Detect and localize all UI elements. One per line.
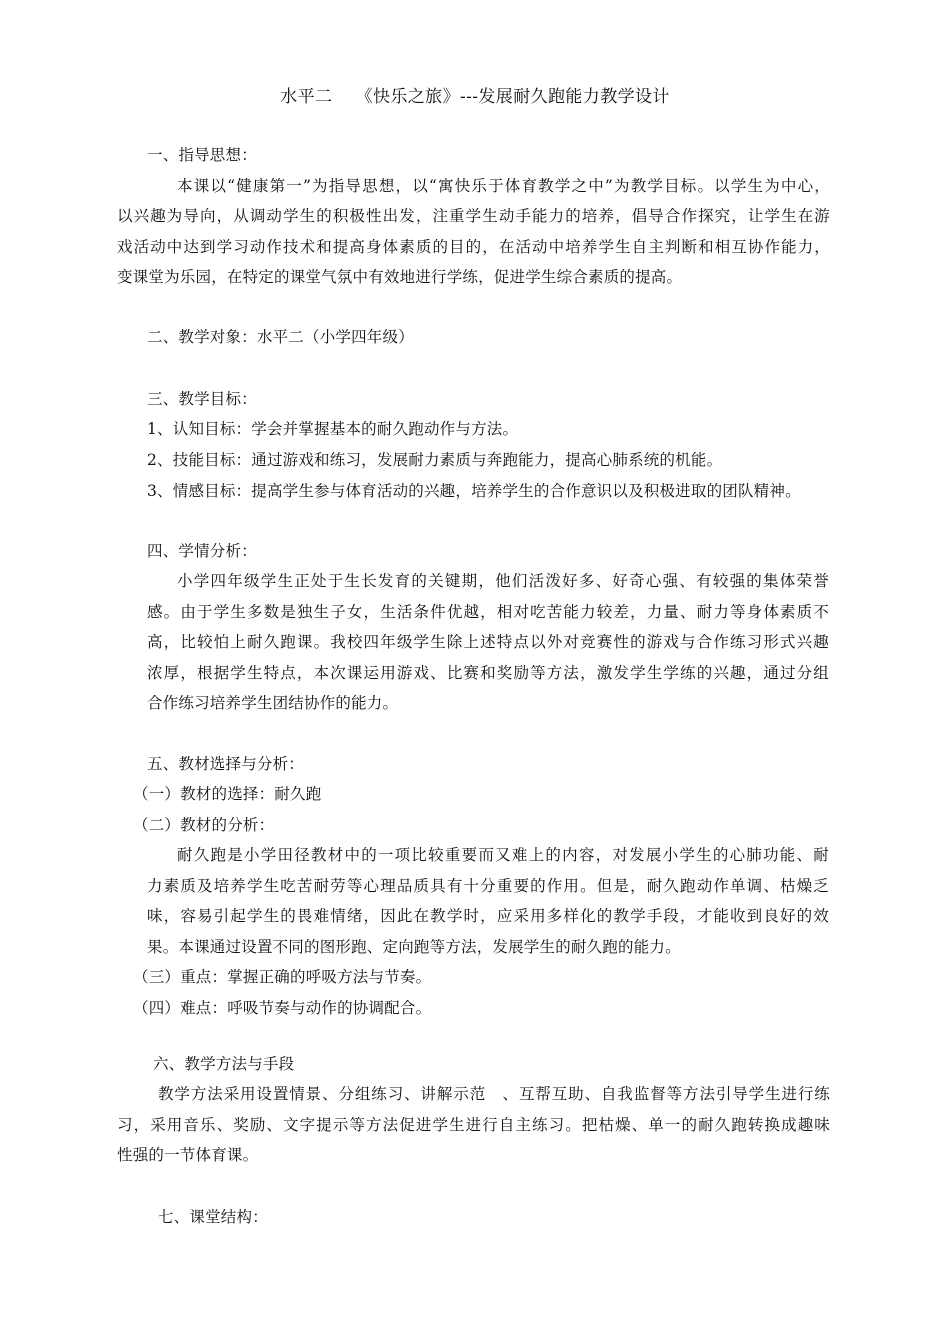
section-4-line: 合作练习培养学生团结协作的能力。 [147,694,399,712]
section-1-line: 戏活动中达到学习动作技术和提高身体素质的目的，在活动中培养学生自主判断和相互协作能力， [117,238,830,256]
objective-item: 1、认知目标：学会并掌握基本的耐久跑动作与方法。 [147,420,519,438]
subsection-2: （二）教材的分析： [133,816,275,834]
section-4-line: 小学四年级学生正处于生长发育的关键期，他们活泼好多、好奇心强、有较强的集体荣誉 [177,572,829,590]
section-1-line: 以兴趣为导向，从调动学生的积极性出发，注重学生动手能力的培养，倡导合作探究，让学生在游 [117,207,830,225]
difficulty-point: （四）难点：呼吸节奏与动作的协调配合。 [133,999,432,1017]
section-2-heading: 二、教学对象：水平二（小学四年级） [147,328,414,346]
section-1-line: 变课堂为乐园，在特定的课堂气氛中有效地进行学练，促进学生综合素质的提高。 [117,268,683,286]
section-6-line: 教学方法采用设置情景、分组练习、讲解示范 、互帮互助、自我监督等方法引导学生进行练 [158,1085,830,1103]
section-1-line: 本课以“健康第一”为指导思想，以“寓快乐于体育教学之中”为教学目标。以学生为中心， [177,177,830,195]
section-4-line: 感。由于学生多数是独生子女，生活条件优越，相对吃苦能力较差，力量、耐力等身体素质不 [147,603,829,621]
section-3-heading: 三、教学目标： [147,390,257,408]
section-4-line: 浓厚，根据学生特点，本次课运用游戏、比赛和奖励等方法，激发学生学练的兴趣，通过分组 [147,664,829,682]
section-1-heading: 一、指导思想： [147,146,257,164]
section-6-line: 性强的一节体育课。 [117,1146,259,1164]
section-5-line: 味，容易引起学生的畏难情绪，因此在教学时，应采用多样化的教学手段，才能收到良好的效 [147,907,829,925]
section-5-heading: 五、教材选择与分析： [147,755,305,773]
section-6-line: 习，采用音乐、奖励、文字提示等方法促进学生进行自主练习。把枯燥、单一的耐久跑转换成趣味 [117,1116,830,1134]
section-5-line: 力素质及培养学生吃苦耐劳等心理品质具有十分重要的作用。但是，耐久跑动作单调、枯燥乏 [147,877,829,895]
section-7-heading: 七、课堂结构： [158,1208,268,1226]
objective-item: 3、情感目标：提高学生参与体育活动的兴趣，培养学生的合作意识以及积极进取的团队精神。 [147,482,801,500]
section-6-heading: 六、教学方法与手段 [153,1055,295,1073]
section-4-heading: 四、学情分析： [147,542,257,560]
section-4-line: 高，比较怕上耐久跑课。我校四年级学生除上述特点以外对竞赛性的游戏与合作练习形式兴趣 [147,633,829,651]
subsection-1: （一）教材的选择：耐久跑 [133,785,322,803]
section-5-line: 果。本课通过设置不同的图形跑、定向跑等方法，发展学生的耐久跑的能力。 [147,938,681,956]
section-5-line: 耐久跑是小学田径教材中的一项比较重要而又难上的内容，对发展小学生的心肺功能、耐 [177,846,829,864]
key-point: （三）重点：掌握正确的呼吸方法与节奏。 [133,968,432,986]
objective-item: 2、技能目标：通过游戏和练习，发展耐力素质与奔跑能力，提高心肺系统的机能。 [147,451,723,469]
document-title: 水平二 《快乐之旅》---发展耐久跑能力教学设计 [280,87,670,107]
